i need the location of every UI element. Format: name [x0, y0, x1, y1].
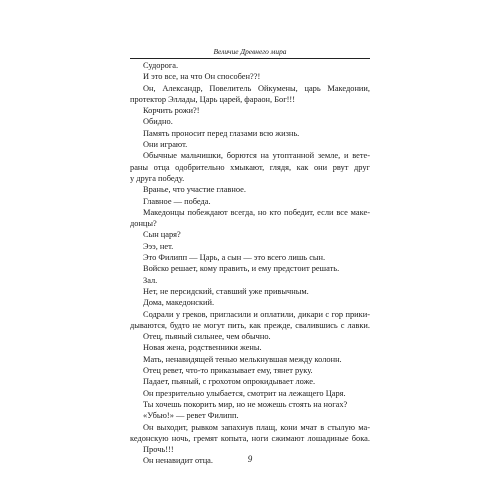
header-rule [130, 58, 370, 59]
text-line: у друга победу. [130, 173, 185, 183]
text-line: Ты хочешь покорить мир, но не можешь стоять на ногах? [143, 399, 348, 409]
text-line: Мать, ненавидящей тенью мелькнувшая между колонн. [143, 354, 342, 364]
text-line: Судорога. [143, 61, 179, 70]
text-line: Прочь!!! [143, 445, 174, 455]
text-line: Отец, пьяный сильнее, чем обычно. [143, 332, 271, 342]
text-line: Сын царя? [143, 230, 181, 240]
text-line: кедонскую ночь, гремят копыта, ноги сжимают лошадиные бока. [130, 433, 370, 443]
text-line: Они играют. [143, 140, 188, 150]
text-line: Войско решает, кому править, и ему предстоит решать. [143, 264, 340, 274]
text-line: Он ненавидит отца. [143, 456, 213, 466]
body-text [130, 60, 370, 467]
text-line: Дома, македонский. [143, 298, 215, 308]
text-line: Эээ, нет. [143, 241, 174, 251]
text-line: Зал. [143, 275, 158, 285]
running-header: Величие Древнего мира [213, 47, 287, 56]
text-line: дываются, будто не могут пить, как прежде, свалившись с лавки. [130, 320, 370, 330]
text-line: Главное — победа. [143, 196, 211, 206]
text-line: Обидно. [143, 117, 173, 127]
text-line: Это Филипп — Царь, а сын — это всего лишь сын. [143, 253, 326, 263]
text-line: Корчить рожи?! [143, 106, 200, 116]
page-number: 9 [247, 454, 253, 464]
text-line: Память проносит перед глазами всю жизнь. [143, 128, 300, 138]
text-line: раны отца одобрительно хмыкают, глядя, как они рвут друг [130, 162, 370, 172]
text-line: Македонцы побеждают всегда, но кто победит, если все маке- [143, 207, 370, 217]
text-line: Новая жена, родственники жены. [143, 343, 262, 353]
text-line: протектор Эллады, Царь царей, фараон, Бог!!! [130, 94, 296, 104]
text-line: Содрали у греков, пригласили и оплатили, дикари с гор прики- [143, 309, 370, 319]
text-line: Он выходит, рывком запахнув плащ, кони мчат в стылую ма- [143, 422, 370, 432]
text-line: Вранье, что участие главное. [143, 185, 246, 195]
text-line: Он презрительно улыбается, смотрит на лежащего Царя. [143, 388, 346, 398]
text-line: Отец ревет, что-то приказывает ему, тянет руку. [143, 366, 313, 376]
text-line: «Убью!» — ревет Филипп. [143, 411, 239, 421]
text-line: донцы? [130, 219, 157, 229]
text-line: И это все, на что Он способен??! [143, 72, 261, 82]
text-line: Падает, пьяный, с грохотом опрокидывает ложе. [143, 377, 316, 387]
text-line: Он, Александр, Повелитель Ойкумены, царь Македонии, [143, 83, 370, 93]
text-line: Нет, не персидский, ставший уже привычным. [143, 286, 309, 296]
text-line: Обычные мальчишки, борются на утоптанной земле, и вете- [143, 151, 370, 161]
